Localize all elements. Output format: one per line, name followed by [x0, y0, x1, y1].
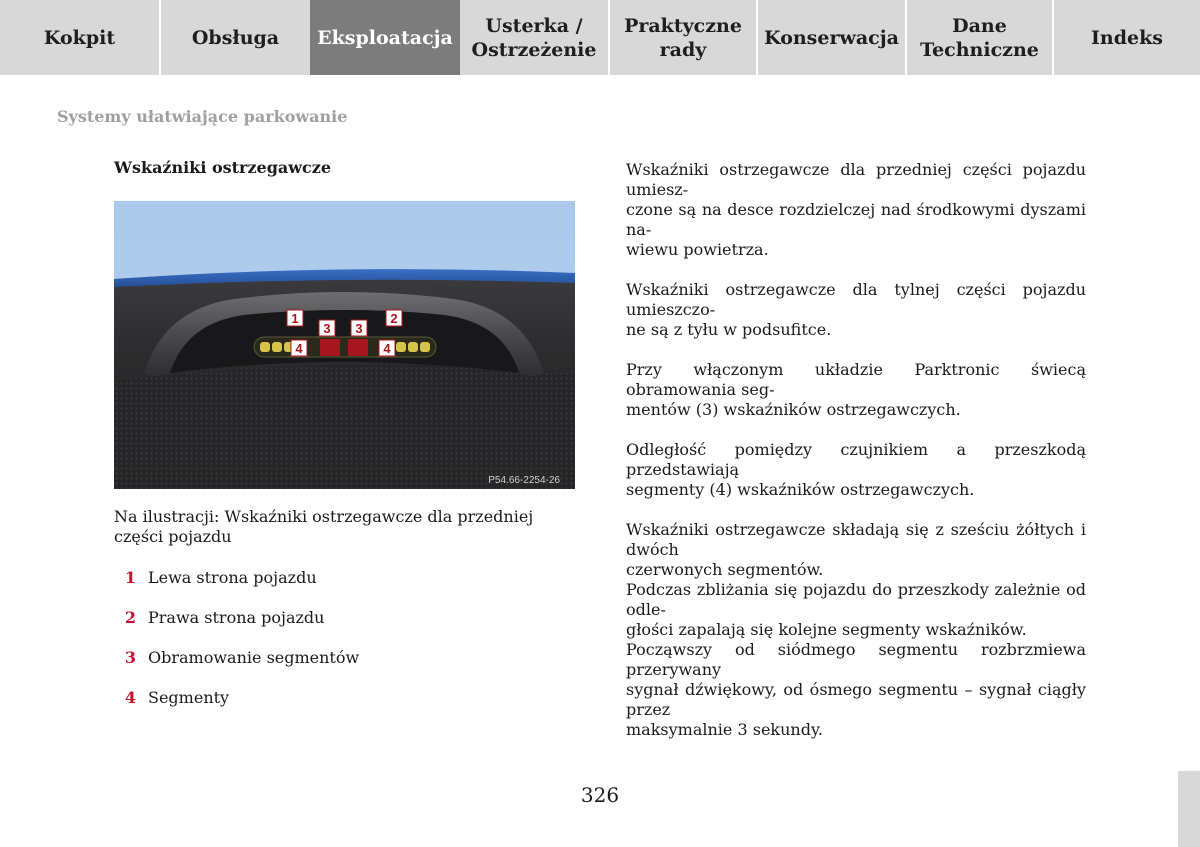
page-edge-tab [1178, 771, 1200, 847]
paragraph: Wskaźniki ostrzegawcze składają się z sześciu żółtych i dwóch czerwonych segmentów. [626, 520, 1086, 579]
figure-caption: Na ilustracji: Wskaźniki ostrzegawcze dla przedniej części pojazdu [114, 507, 534, 546]
yellow-segments-right [396, 342, 430, 352]
legend-item [114, 568, 317, 588]
legend-text: Lewa strona pojazdu [148, 568, 317, 587]
section-title: Systemy ułatwiające parkowanie [57, 107, 348, 126]
legend-item [114, 648, 359, 668]
chapter-tabs [0, 0, 1200, 75]
tab-eksploatacja[interactable]: Eksploatacja [310, 0, 460, 75]
tab-usterka-ostrzezenie[interactable]: Usterka / Ostrzeżenie [460, 0, 608, 75]
tab-dane-techniczne[interactable]: Dane Techniczne [905, 0, 1052, 75]
paragraph: Odległość pomiędzy czujnikiem a przeszkodą przedstawiają segmenty (4) wskaźników ostrzegawczych. [626, 440, 1086, 499]
legend-number: 4 [124, 688, 136, 707]
paragraph: Podczas zbliżania się pojazdu do przeszkody zależnie od odle- głości zapalają się kolejne segmenty wskaźników. [626, 580, 1086, 639]
legend-number: 1 [124, 568, 136, 587]
legend-text: Segmenty [148, 688, 230, 707]
tab-konserwacja[interactable]: Konserwacja [756, 0, 905, 75]
tab-indeks[interactable]: Indeks [1052, 0, 1200, 75]
paragraph: Począwszy od siódmego segmentu rozbrzmiewa przerywany sygnał dźwiękowy, od ósmego segmentu – sygnał ciągły przez maksymalnie 3 sekundy. [626, 640, 1086, 739]
callout-3-left: 3 [323, 321, 331, 336]
callout-3-right: 3 [355, 321, 363, 336]
legend-text: Prawa strona pojazdu [148, 608, 325, 627]
subsection-heading: Wskaźniki ostrzegawcze [114, 158, 332, 177]
legend-number: 2 [124, 608, 136, 627]
tab-kokpit[interactable]: Kokpit [0, 0, 159, 75]
callout-2: 2 [390, 311, 398, 326]
tab-praktyczne-rady[interactable]: Praktyczne rady [608, 0, 756, 75]
yellow-segments-left [260, 342, 294, 352]
warning-indicator-illustration [114, 201, 575, 489]
legend-item [114, 608, 324, 628]
paragraph: Przy włączonym układzie Parktronic świecą obramowania seg- mentów (3) wskaźników ostrzegawczych. [626, 360, 1086, 419]
paragraph: Wskaźniki ostrzegawcze dla tylnej części pojazdu umieszczo- ne są z tyłu w podsufitce. [626, 280, 1086, 339]
tab-obsluga[interactable]: Obsługa [159, 0, 310, 75]
callout-4-left: 4 [295, 341, 303, 356]
callout-4-right: 4 [383, 341, 391, 356]
legend-text: Obramowanie segmentów [148, 648, 360, 667]
callout-1: 1 [291, 311, 299, 326]
figure-code: P54.66-2254-26 [488, 475, 560, 486]
body-text [626, 160, 1086, 740]
page-number: 326 [580, 783, 620, 807]
legend-number: 3 [124, 648, 136, 667]
legend-item [114, 688, 229, 708]
paragraph: Wskaźniki ostrzegawcze dla przedniej części pojazdu umiesz- czone są na desce rozdzielczej nad środkowymi dyszami na- wiewu powietrza. [626, 160, 1086, 259]
